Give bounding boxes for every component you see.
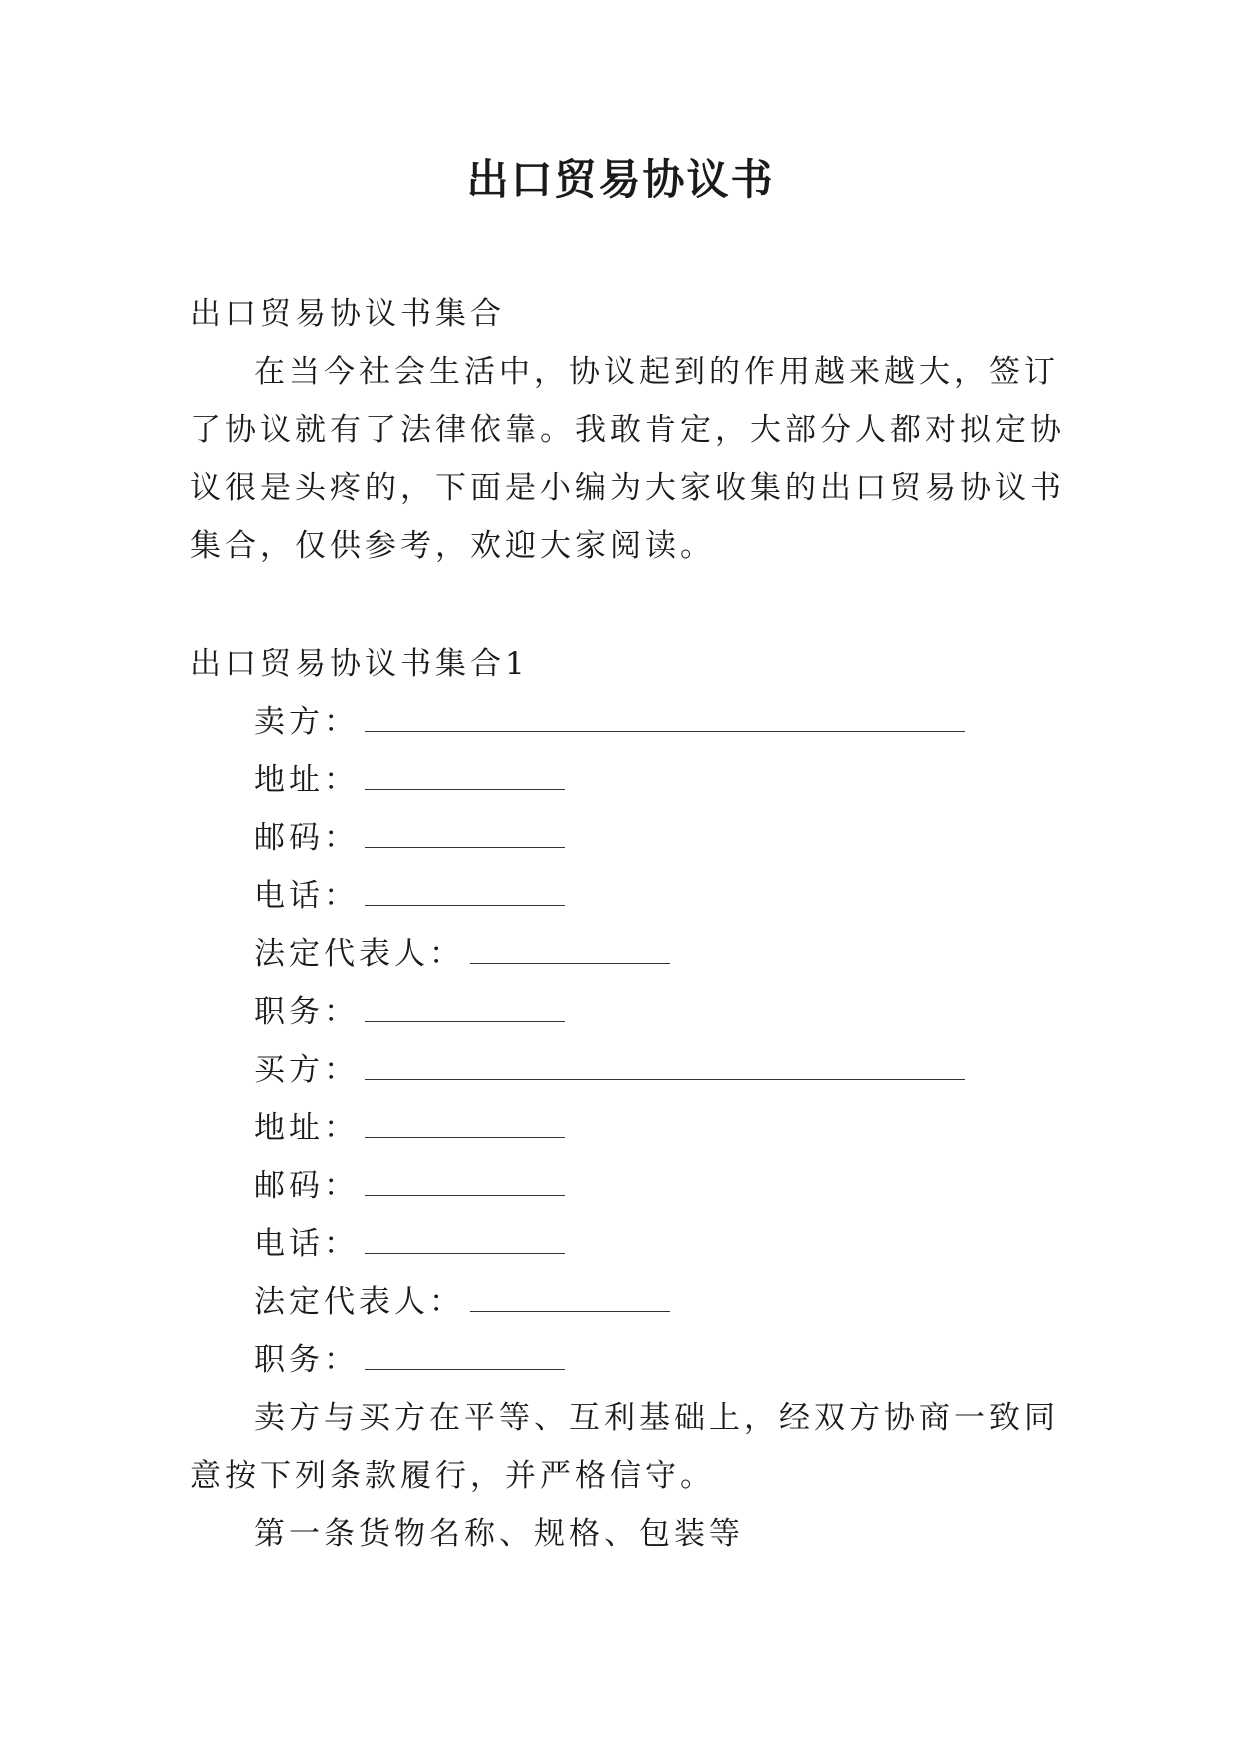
- buyer-field: [190, 1041, 1070, 1099]
- seller-legal-rep-field: [190, 925, 1070, 983]
- agreement-paragraph: 卖方与买方在平等、互利基础上，经双方协商一致同意按下列条款履行，并严格信守。: [190, 1400, 1059, 1494]
- blank-line[interactable]: [470, 1289, 670, 1312]
- field-label: 电话：: [254, 1226, 359, 1262]
- section-gap: [190, 575, 1070, 635]
- blank-line[interactable]: [365, 1115, 565, 1138]
- buyer-postcode-field: [190, 1157, 1070, 1215]
- blank-line[interactable]: [365, 825, 565, 848]
- blank-line[interactable]: [365, 1231, 565, 1254]
- article1-heading: 第一条货物名称、规格、包装等: [254, 1516, 744, 1552]
- blank-line[interactable]: [365, 1173, 565, 1196]
- field-label: 买方：: [254, 1052, 359, 1088]
- seller-phone-field: [190, 867, 1070, 925]
- section1-heading: 出口贸易协议书集合1: [190, 646, 529, 682]
- field-label: 职务：: [254, 994, 359, 1030]
- intro-paragraph: 在当今社会生活中，协议起到的作用越来越大，签订了协议就有了法律依靠。我敢肯定，大部分人都对拟定协议很是头疼的，下面是小编为大家收集的出口贸易协议书集合，仅供参考，欢迎大家阅读。: [190, 354, 1065, 564]
- buyer-legal-rep-field: [190, 1273, 1070, 1331]
- document-title: 出口贸易协议书: [466, 155, 775, 204]
- field-label: 地址：: [254, 1110, 359, 1146]
- field-label: 电话：: [254, 878, 359, 914]
- blank-line[interactable]: [365, 709, 965, 732]
- buyer-phone-field: [190, 1215, 1070, 1273]
- field-label: 卖方：: [254, 704, 359, 740]
- document-body: [190, 285, 1070, 1563]
- field-label: 法定代表人：: [254, 936, 464, 972]
- seller-position-field: [190, 983, 1070, 1041]
- blank-line[interactable]: [365, 1057, 965, 1080]
- field-label: 邮码：: [254, 820, 359, 856]
- blank-line[interactable]: [365, 883, 565, 906]
- field-label: 法定代表人：: [254, 1284, 464, 1320]
- field-label: 职务：: [254, 1342, 359, 1378]
- blank-line[interactable]: [470, 941, 670, 964]
- intro-heading: 出口贸易协议书集合: [190, 296, 505, 332]
- seller-field: [190, 693, 1070, 751]
- seller-address-field: [190, 751, 1070, 809]
- field-label: 地址：: [254, 762, 359, 798]
- blank-line[interactable]: [365, 767, 565, 790]
- blank-line[interactable]: [365, 1347, 565, 1370]
- seller-postcode-field: [190, 809, 1070, 867]
- field-label: 邮码：: [254, 1168, 359, 1204]
- blank-line[interactable]: [365, 999, 565, 1022]
- buyer-address-field: [190, 1099, 1070, 1157]
- buyer-position-field: [190, 1331, 1070, 1389]
